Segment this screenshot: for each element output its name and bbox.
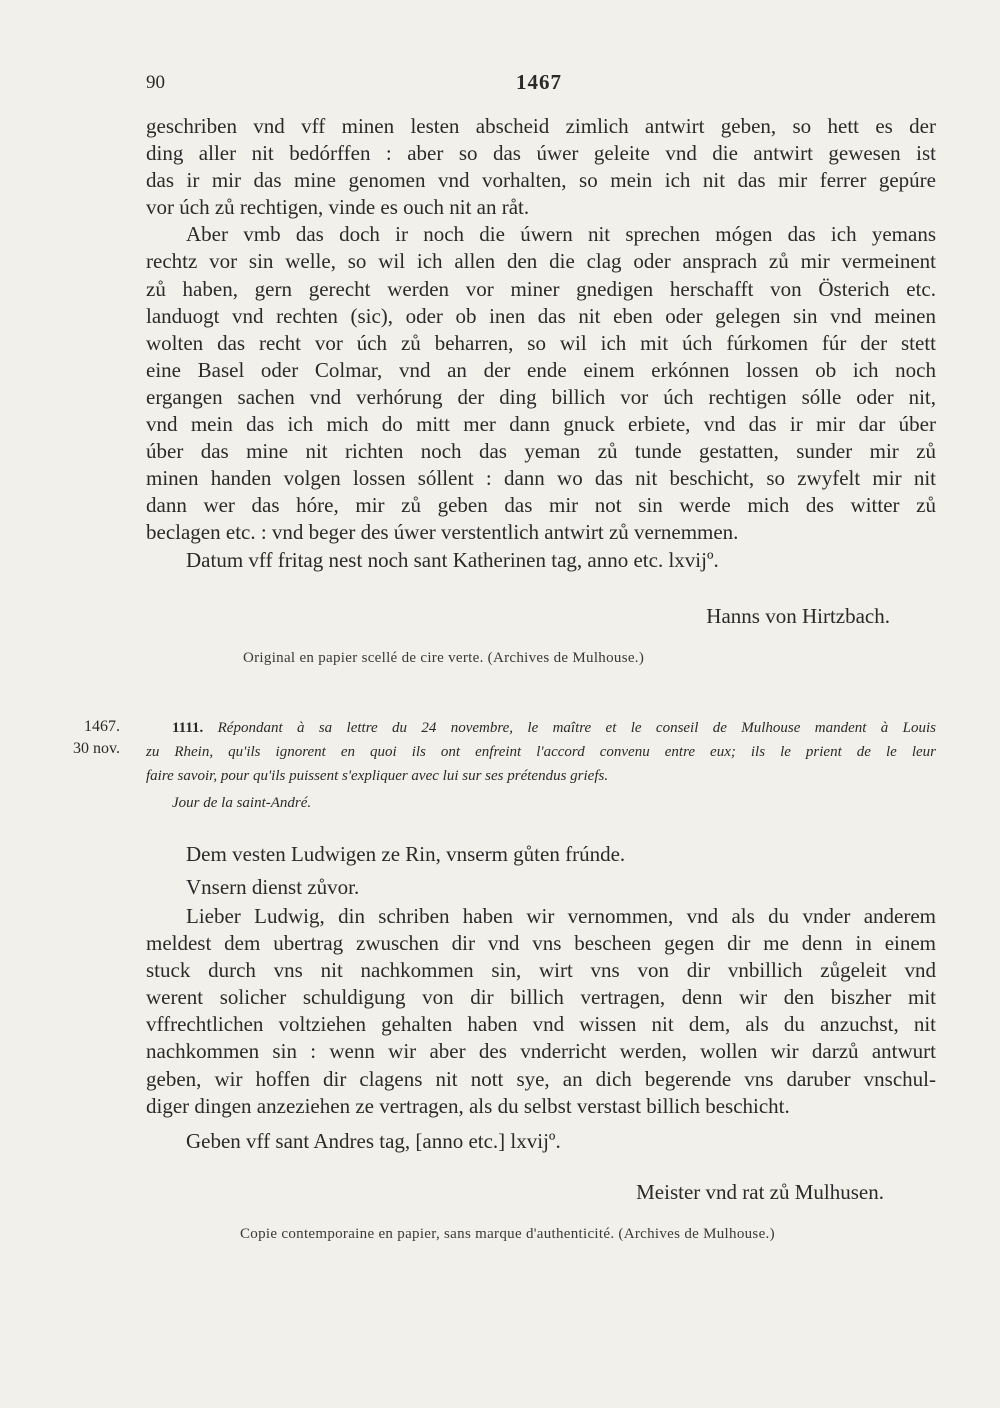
summary-line: zu Rhein, qu'ils ignorent en quoi ils ont enfreint l'accord convenu entre eux; ils le prient de le leur — [146, 744, 936, 760]
text-line: Aber vmb das doch ir noch die úwern nit sprechen mógen das ich yemans — [186, 222, 936, 247]
text-line: rechtz vor sin welle, so wil ich allen den die clag oder ansprach zů mir vermeinent — [146, 249, 936, 274]
text-line: eine Basel oder Colmar, vnd an der ende einem erkónnen lossen ob ich noch — [146, 357, 936, 382]
text-line: Lieber Ludwig, din schriben haben wir vernommen, vnd als du vnder anderem — [186, 904, 936, 928]
text-line: geben, wir hoffen dir clagens nit nott sye, an dich begerende vns daruber vnschul- — [146, 1066, 936, 1091]
text-line: landuogt vnd rechten (sic), oder ob inen das nit eben oder gelegen sin vnd meinen — [146, 303, 936, 328]
summary-line: faire savoir, pour qu'ils puissent s'expliquer avec lui sur ses prétendus griefs. — [146, 768, 609, 784]
summary-line — [146, 716, 936, 740]
text-line: vffrechtlichen voltziehen gehalten haben vnd wissen nit dem, als du anzuchst, nit — [146, 1012, 936, 1037]
margin-date — [60, 716, 120, 760]
margin-day: 30 nov. — [73, 740, 120, 757]
letter-2-body — [146, 837, 936, 1155]
letter-2-signature: Meister vnd rat zů Mulhusen. — [636, 1180, 884, 1204]
letter-2-greeting: Vnsern dienst zůvor. — [186, 875, 360, 899]
letter-2-address: Dem vesten Ludwigen ze Rin, vnserm gůten frúnde. — [186, 842, 626, 866]
text-line: ergangen sachen vnd verhórung der ding billich vor úch rechtigen sólle oder nit, — [146, 384, 936, 409]
text-line: werent solicher schuldigung von dir billich vertragen, denn wir den biszher mit — [146, 985, 936, 1010]
text-line: minen handen volgen lossen sóllent : dann wo das nit beschicht, so zwyfelt mir nit — [146, 466, 936, 491]
text-line: wolten das recht vor úch zů beharren, so wil ich mit úch fúrkomen fúr der stett — [146, 330, 936, 355]
text-line: úber das mine nit richten noch das yeman zů tunde gestatten, sunder mir zů — [146, 439, 936, 464]
text-line: vor úch zů rechtigen, vinde es ouch nit an råt. — [146, 195, 530, 220]
letter-2-source-note: Copie contemporaine en papier, sans marque d'authenticité. (Archives de Mulhouse.) — [240, 1226, 775, 1242]
page-number: 90 — [146, 72, 165, 93]
text-line: vnd mein das ich mich do mitt mer dann gnuck erbiete, vnd das ir mir dar úber — [146, 412, 936, 437]
text-line: stuck durch vns nit nachkommen sin, wirt vns von dir vnbillich zůgeleit vnd — [146, 958, 936, 983]
text-line: diger dingen anzeziehen ze vertragen, als du selbst verstast billich beschicht. — [146, 1093, 790, 1118]
text-line: das ir mir das mine genomen vnd vorhalten, so mein ich nit das mir ferrer gepúre — [146, 168, 936, 193]
letter-1-datum: Datum vff fritag nest noch sant Katherinen tag, anno etc. lxvijº. — [186, 547, 719, 572]
text-line: ding aller nit bedórffen : aber so das úwer geleite vnd die antwirt gewesen ist — [146, 141, 936, 166]
entry-summary — [146, 716, 936, 788]
text-line: meldest dem ubertrag zwuschen dir vnd vns bescheen gegen dir me denn in einem — [146, 931, 936, 956]
letter-1-body — [146, 113, 936, 574]
entry-number: 1111. — [172, 720, 204, 736]
letter-2-datum: Geben vff sant Andres tag, [anno etc.] lxvijº. — [186, 1128, 561, 1153]
letter-1-source-note: Original en papier scellé de cire verte. (Archives de Mulhouse.) — [243, 650, 645, 666]
text-line: nachkommen sin : wenn wir aber des vnderricht werden, wollen wir darzů antwurt — [146, 1039, 936, 1064]
text-line: zů haben, gern gerecht werden vor miner gnedigen herschafft von Österich etc. — [146, 276, 936, 301]
text-line: geschriben vnd vff minen lesten abscheid zimlich antwirt geben, so hett es der — [146, 114, 936, 138]
text-line: dann wer das hóre, mir zů geben das mir not sin werde mich des witter zů — [146, 493, 936, 518]
text-line: beclagen etc. : vnd beger des úwer verstentlich antwirt zů vernemmen. — [146, 520, 739, 545]
running-header-year: 1467 — [516, 70, 562, 94]
margin-year: 1467. — [84, 718, 120, 735]
entry-day-label: Jour de la saint-André. — [172, 795, 312, 811]
page-header — [146, 72, 936, 102]
summary-text: Répondant à sa lettre du 24 novembre, le maître et le conseil de Mulhouse mandent à Louis — [217, 720, 936, 736]
letter-1-signature: Hanns von Hirtzbach. — [706, 604, 890, 628]
